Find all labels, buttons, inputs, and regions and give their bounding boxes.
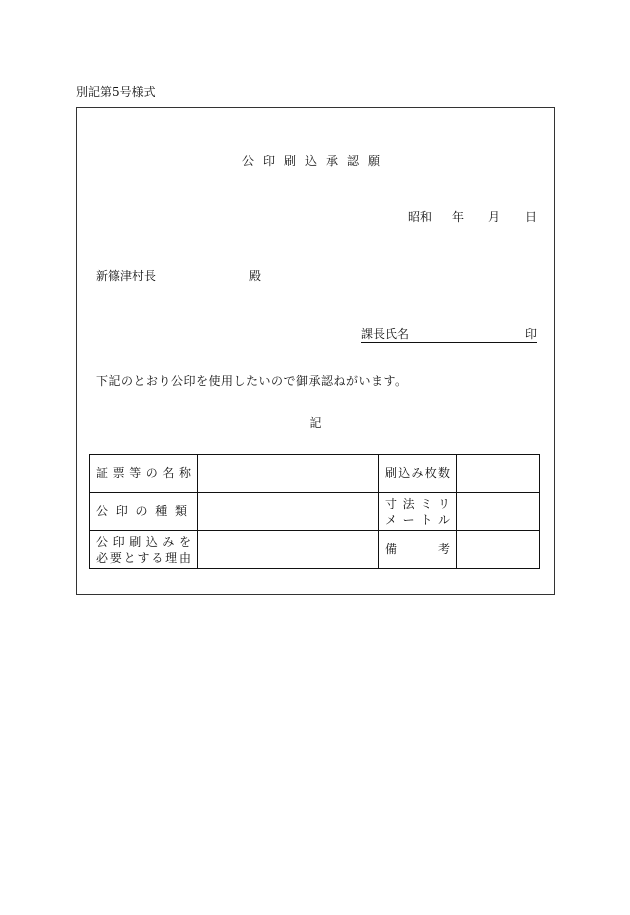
applicant-role: 課長氏名	[361, 327, 410, 341]
date-line	[408, 210, 537, 224]
date-month: 月	[487, 210, 500, 224]
table-cell[interactable]	[198, 493, 379, 531]
remarks-value[interactable]	[457, 531, 539, 568]
dimension-label-line2: メートル	[385, 512, 450, 527]
table-cell	[90, 531, 198, 569]
table-cell	[90, 493, 198, 531]
print-count-label: 刷込み枚数	[385, 466, 450, 480]
honorific: 殿	[249, 269, 262, 283]
table-row	[90, 531, 540, 569]
certificate-name-value[interactable]	[198, 455, 378, 492]
ki-heading: 記	[309, 416, 322, 430]
date-year: 年	[451, 210, 464, 224]
addressee: 新篠津村長	[96, 269, 157, 283]
form-title: 公印刷込承認願	[241, 154, 389, 168]
date-day: 日	[524, 210, 537, 224]
table-cell[interactable]	[457, 493, 540, 531]
seal-type-value[interactable]	[198, 493, 378, 530]
table-cell[interactable]	[198, 531, 379, 569]
dimension-label-line1: 寸法ミリ	[385, 496, 450, 511]
print-count-value[interactable]	[457, 455, 539, 492]
table-cell	[379, 455, 457, 493]
seal-type-label: 公印の種類	[96, 504, 191, 518]
table-cell	[379, 493, 457, 531]
form-number-label: 別記第5号様式	[76, 85, 156, 99]
request-text: 下記のとおり公印を使用したいので御承認ねがいます。	[96, 374, 408, 388]
table-cell	[379, 531, 457, 569]
dimension-label	[379, 496, 456, 528]
reason-value[interactable]	[198, 531, 378, 568]
date-era: 昭和	[407, 210, 432, 224]
table-cell[interactable]	[457, 531, 540, 569]
table-cell[interactable]	[198, 455, 379, 493]
remarks-label: 備考	[385, 542, 450, 556]
seal-mark: 印	[524, 327, 537, 341]
table-cell[interactable]	[457, 455, 540, 493]
table-row	[90, 493, 540, 531]
reason-label	[90, 534, 197, 566]
applicant-signature-line	[361, 327, 537, 343]
reason-label-line2: 必要とする理由	[96, 550, 191, 565]
dimension-value[interactable]	[457, 493, 539, 530]
table-row	[90, 455, 540, 493]
request-table	[89, 454, 540, 569]
reason-label-line1: 公印刷込みを	[96, 534, 191, 549]
certificate-name-label: 証票等の名称	[96, 466, 191, 480]
table-cell	[90, 455, 198, 493]
form-frame	[76, 107, 555, 595]
